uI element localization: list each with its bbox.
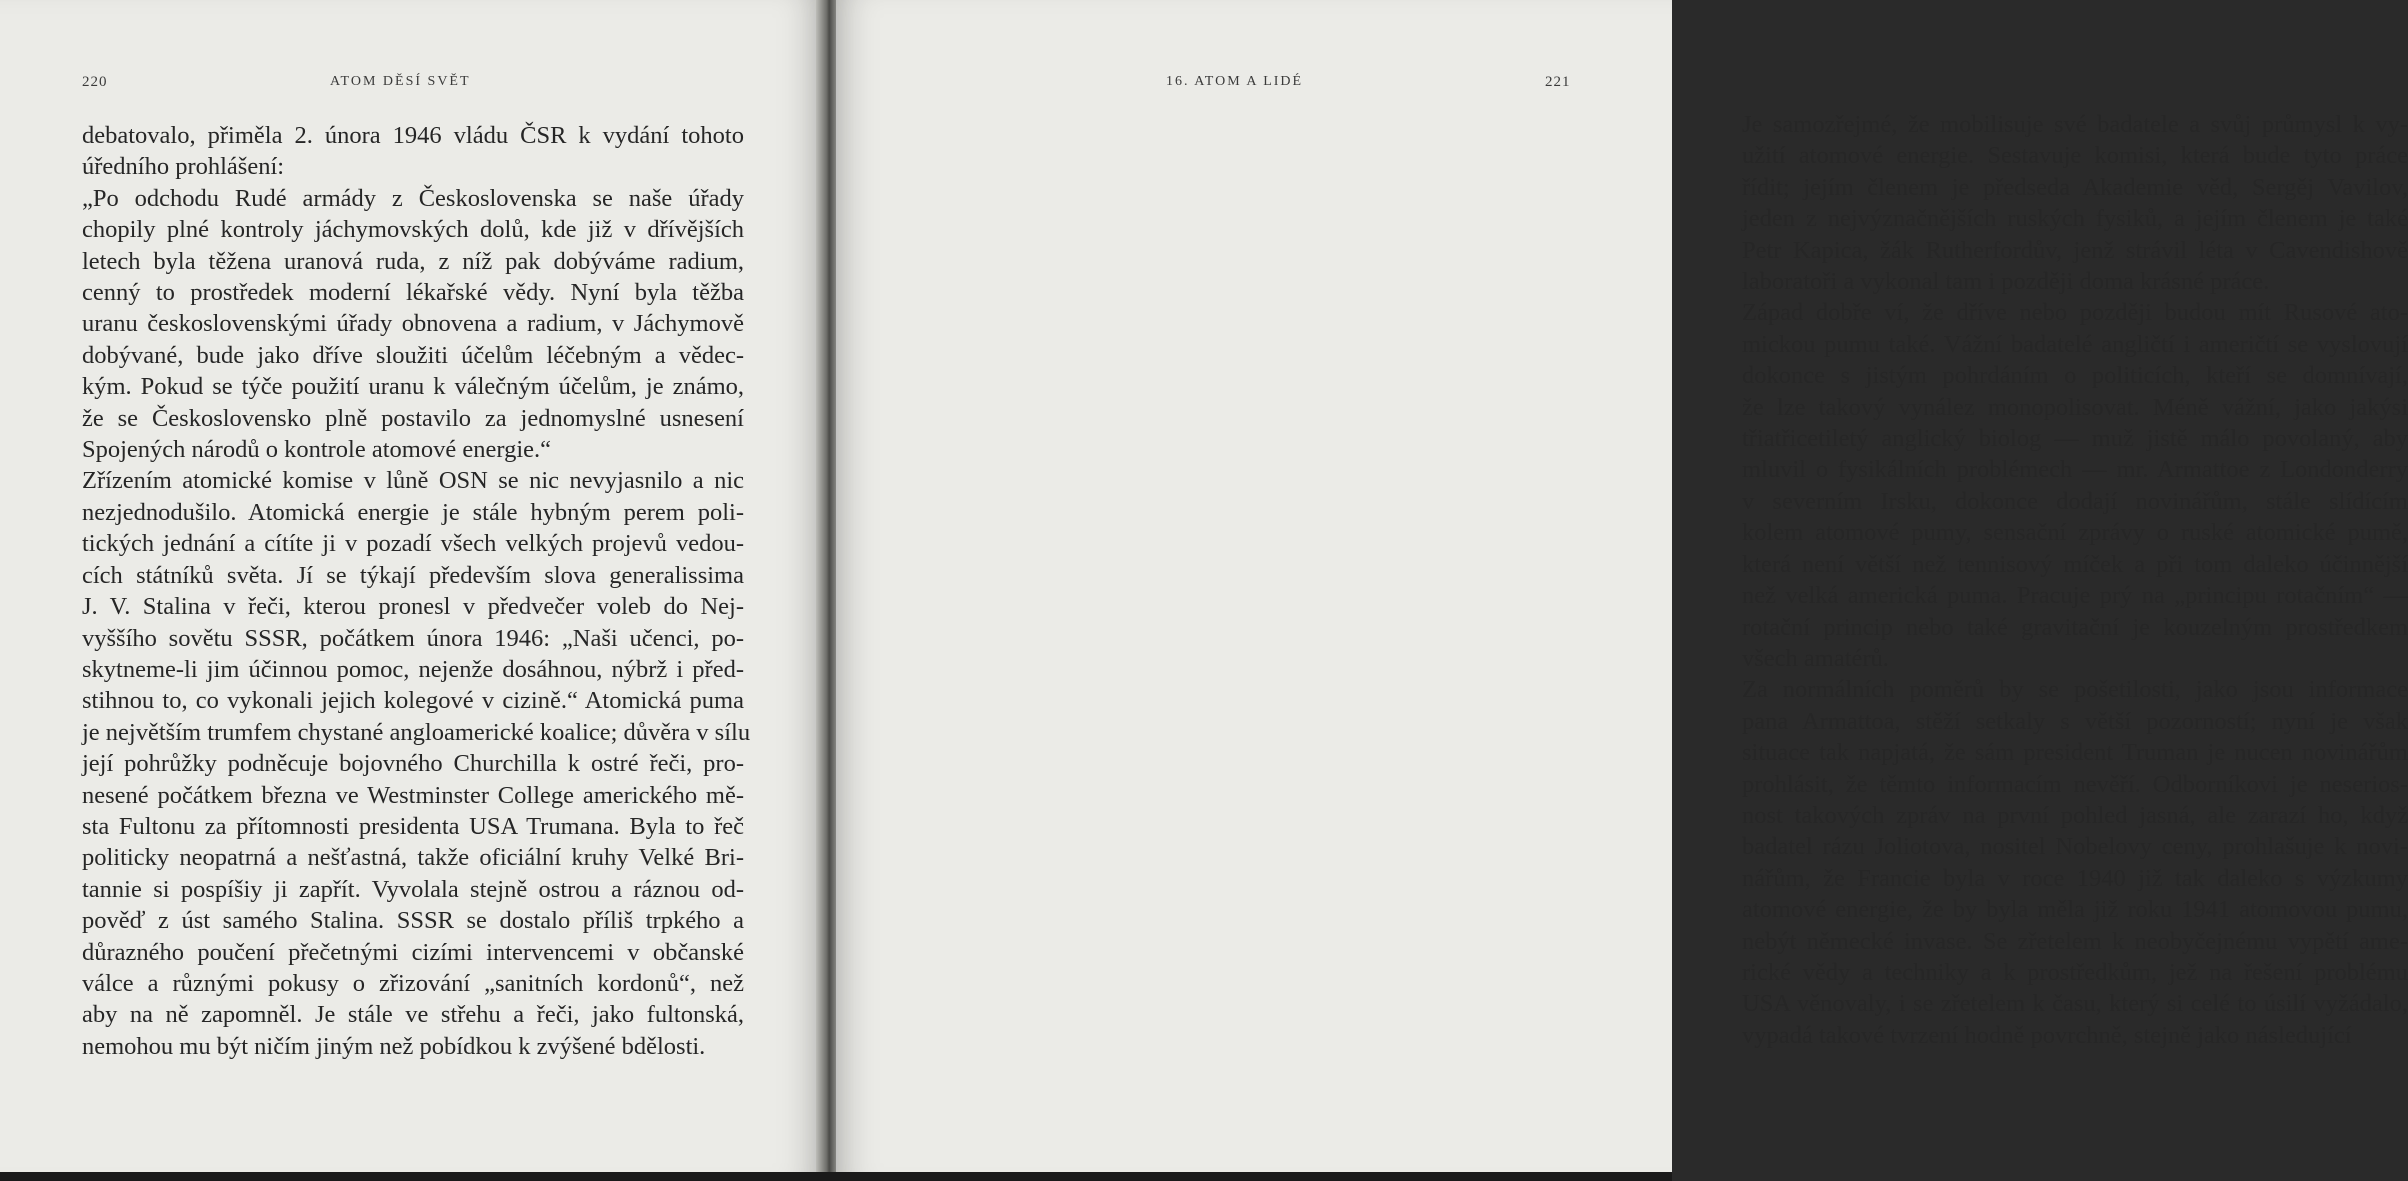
text-line: tických jednání a cítíte ji v pozadí všech velkých projevů vedou- bbox=[82, 530, 744, 558]
scan-edge bbox=[0, 1172, 1672, 1181]
text-line: uranu československými úřady obnovena a radium, v Jáchymově bbox=[82, 310, 744, 338]
text-line: její pohrůžky podněcuje bojovného Churchilla k ostré řeči, pro- bbox=[82, 750, 744, 778]
text-line: Je samozřejmé, že mobilisuje své badatele a svůj průmysl k vy- bbox=[1742, 111, 2408, 138]
left-page bbox=[0, 0, 820, 1181]
text-line: úředního prohlášení: bbox=[82, 153, 285, 181]
text-line: Petr Kapica, žák Rutherfordův, jenž strávil léta v Cavendishově bbox=[1742, 236, 2408, 264]
text-line: USA věnovaly, i se zřetelem k času, který si celé to úsilí vyžádalo, bbox=[1742, 990, 2408, 1018]
text-line: tannie si pospíšiy ji zapřít. Vyvolala stejně ostrou a ráznou od- bbox=[82, 875, 744, 903]
text-line: prohlásit, že těmto informacím nevěří. Odborníkovi je neserios- bbox=[1742, 770, 2408, 798]
text-line: vyššího sovětu SSSR, počátkem února 1946: „Naši učenci, po- bbox=[82, 624, 744, 652]
text-line: laboratoři a vykonal tam i později doma krásné práce. bbox=[1742, 268, 2270, 296]
text-line: badatel rázu Joliotova, nositel Nobelovy ceny, prohlašuje k novi- bbox=[1742, 833, 2408, 861]
text-line: v severním Irsku, dokonce dodají novinářům, stále slídícím bbox=[1742, 487, 2408, 515]
left-running-head: ATOM DĚSÍ SVĚT bbox=[330, 74, 471, 89]
text-line: dobývané, bude jako dříve sloužiti účelům léčebným a vědec- bbox=[82, 341, 744, 369]
text-line: skytneme-li jim účinnou pomoc, nejenže dosáhnou, nýbrž i před- bbox=[82, 655, 744, 683]
right-body-text bbox=[1742, 109, 2408, 1051]
text-line: rické vědy a techniky a k prostředkům, jež na řešení problému bbox=[1742, 958, 2408, 986]
text-line: letech byla těžena uranová ruda, z níž pak dobýváme radium, bbox=[82, 247, 744, 275]
text-line: dokonce s jistým pohrdáním o politicích, kteří se domnívají, bbox=[1742, 362, 2408, 390]
text-line: sta Fultonu za přítomnosti presidenta USA Trumana. Byla to řeč bbox=[82, 812, 744, 840]
text-line: užití atomové energie. Sestavuje komisi, která bude tyto práce bbox=[1742, 142, 2408, 170]
text-line: kým. Pokud se týče použití uranu k válečným účelům, je známo, bbox=[82, 373, 744, 401]
text-line: situace tak napjatá, že sám president Truman je nucen novinářům bbox=[1742, 739, 2408, 767]
text-line: politicky neopatrná a nešťastná, takže oficiální kruhy Velké Bri- bbox=[82, 844, 744, 872]
text-line: stihnou to, co vykonali jejich kolegové v cizině.“ Atomická puma bbox=[82, 687, 744, 715]
text-line: mluvil o fysikálních problémech — mr. Armattoe z Londonderry bbox=[1742, 456, 2408, 484]
text-line: pana Armattoa, stěží setkaly s větší pozorností; nyní je však bbox=[1742, 707, 2408, 735]
text-line: J. V. Stalina v řeči, kterou pronesl v předvečer voleb do Nej- bbox=[82, 593, 744, 621]
text-line: pověď z úst samého Stalina. SSSR se dostalo příliš trpkého a bbox=[82, 907, 744, 935]
text-line: kolem atomové pumy, sensační zprávy o ruské atomické pumě, bbox=[1742, 519, 2408, 547]
text-line: Spojených národů o kontrole atomové energie.“ bbox=[82, 436, 551, 464]
text-line: cích státníků světa. Jí se týkají především slova generalissima bbox=[82, 561, 744, 589]
text-line: válce a různými pokusy o zřizování „sanitních kordonů“, než bbox=[82, 969, 744, 997]
text-line: třiatřicetiletý anglický biolog — muž jistě málo povolaný, aby bbox=[1742, 425, 2408, 453]
text-line: jeden z nejvýznačnějších ruských fysiků, a jejím členem je také bbox=[1742, 205, 2408, 233]
text-line: důrazného poučení přečetnými cizími intervencemi v občanské bbox=[82, 938, 744, 966]
left-folio: 220 bbox=[82, 74, 108, 90]
right-folio: 221 bbox=[1545, 74, 1571, 90]
text-line: aby na ně zapomněl. Je stále ve střehu a řeči, jako fultonská, bbox=[82, 1001, 744, 1029]
text-line: nesené počátkem března ve Westminster College amerického mě- bbox=[82, 781, 744, 809]
text-line: Západ dobře ví, že dříve nebo později budou mít Rusové ato- bbox=[1742, 299, 2408, 327]
text-line: debatovalo, přiměla 2. února 1946 vládu ČSR k vydání tohoto bbox=[82, 122, 744, 149]
text-line: „Po odchodu Rudé armády z Československa se naše úřady bbox=[82, 184, 744, 212]
text-line: rotační princip nebo také gravitační je kouzelným prostředkem bbox=[1742, 613, 2408, 641]
text-line: nost takových zpráv na první pohled jasná, ale zarazí ho, když bbox=[1742, 801, 2408, 829]
text-line: je největším trumfem chystané angloamerické koalice; důvěra v sílu bbox=[82, 718, 751, 746]
text-line: že se Československo plně postavilo za jednomyslné usnesení bbox=[82, 404, 744, 432]
text-line: nebýt německé invase. Se zřetelem k neobyčejnému vypětí ame- bbox=[1742, 927, 2408, 955]
text-line: mickou pumu také. Vážní badatelé angličtí i američtí se vyslovují bbox=[1742, 330, 2408, 358]
text-line: Za normálních poměrů by se pošetilosti, jako jsou informace bbox=[1742, 676, 2408, 704]
right-page bbox=[836, 0, 2408, 1181]
text-line: vypadá takové tvrzení hodně povrchně, stejně jako následující bbox=[1742, 1021, 2352, 1049]
text-line: že lze takový vynález monopolisovat. Méně vážní, jako jakýsi bbox=[1742, 393, 2408, 421]
right-running-head: 16. ATOM A LIDÉ bbox=[1166, 74, 1304, 89]
text-line: nářům, že Francie byla v roce 1940 již tak daleko s výzkumy bbox=[1742, 864, 2408, 892]
text-line: řídit; jejím členem je předseda Akademie věd, Sergěj Vavilov, bbox=[1742, 173, 2408, 201]
text-line: všech amatérů. bbox=[1742, 644, 1889, 672]
text-line: chopily plné kontroly jáchymovských dolů, kde již v dřívějších bbox=[82, 216, 744, 244]
text-line: atomové energie, že by byla měla již roku 1941 atomovou pumu, bbox=[1742, 896, 2408, 924]
text-line: nezjednodušilo. Atomická energie je stále hybným perem poli- bbox=[82, 498, 744, 526]
text-line: cenný to prostředek moderní lékařské vědy. Nyní byla těžba bbox=[82, 279, 744, 307]
text-line: která není větší než tennisový míček a při tom daleko účinnější bbox=[1742, 550, 2408, 578]
text-line: Zřízením atomické komise v lůně OSN se nic nevyjasnilo a nic bbox=[82, 467, 744, 495]
text-line: než velká americká puma. Pracuje prý na „principu rotačním“ — bbox=[1742, 582, 2408, 610]
left-body-text bbox=[82, 120, 751, 1062]
text-line: nemohou mu být ničím jiným než pobídkou k zvýšené bdělosti. bbox=[82, 1032, 706, 1060]
